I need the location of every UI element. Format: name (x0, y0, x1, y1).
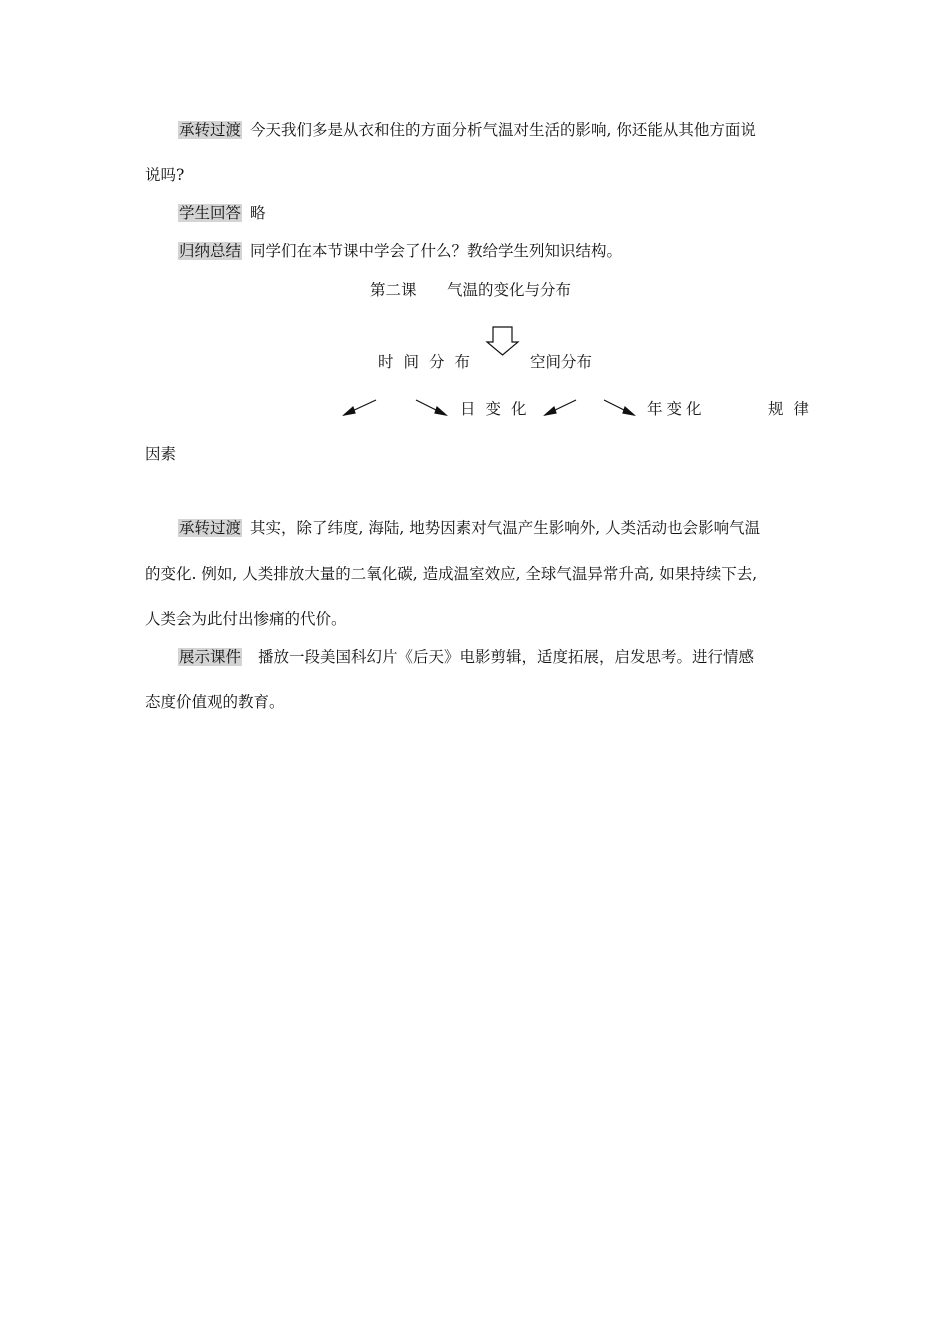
diagram-annual-change: 年变化 (647, 400, 706, 418)
paragraph-text: 其实，除了纬度, 海陆, 地势因素对气温产生影响外, 人类活动也会影响气温 (250, 519, 761, 537)
paragraph-transition-2-line-2: 的变化. 例如, 人类排放大量的二氧化碳, 造成温室效应, 全球气温异常升高, 如果持续下去, (145, 565, 758, 583)
paragraph-transition-2-line-3: 人类会为此付出惨痛的代价。 (145, 610, 347, 628)
diagram-factor: 因素 (145, 445, 177, 463)
diagram-title-topic: 气温的变化与分布 (447, 281, 572, 299)
diagram-space-distribution: 空间分布 (530, 353, 593, 371)
paragraph-transition-1-line-2: 说吗? (145, 166, 185, 184)
paragraph-show-courseware-line-1 (178, 647, 754, 667)
paragraph-text: 略 (250, 204, 266, 222)
paragraph-show-courseware-line-2: 态度价值观的教育。 (145, 693, 285, 711)
paragraph-text: 播放一段美国科幻片《后天》电影剪辑，适度拓展，启发思考。进行情感 (258, 648, 755, 666)
diagram-time-distribution: 时间分布 (378, 353, 481, 371)
tag-student-answer: 学生回答 (179, 204, 242, 222)
paragraph-text: 今天我们多是从衣和住的方面分析气温对生活的影响, 你还能从其他方面说 (250, 121, 756, 139)
tag-transition: 承转过渡 (179, 121, 242, 139)
tag-summary: 归纳总结 (179, 242, 242, 260)
diagram-law: 规律 (768, 400, 820, 418)
diagram-title-lesson: 第二课 (370, 281, 417, 299)
tag-transition: 承转过渡 (179, 519, 242, 537)
diagram-daily-change: 日变化 (460, 400, 537, 418)
tag-show-courseware: 展示课件 (179, 648, 242, 666)
down-arrow-icon (487, 327, 518, 355)
paragraph-transition-2-line-1 (178, 518, 806, 538)
paragraph-text: 同学们在本节课中学会了什么？教给学生列知识结构。 (250, 242, 623, 260)
